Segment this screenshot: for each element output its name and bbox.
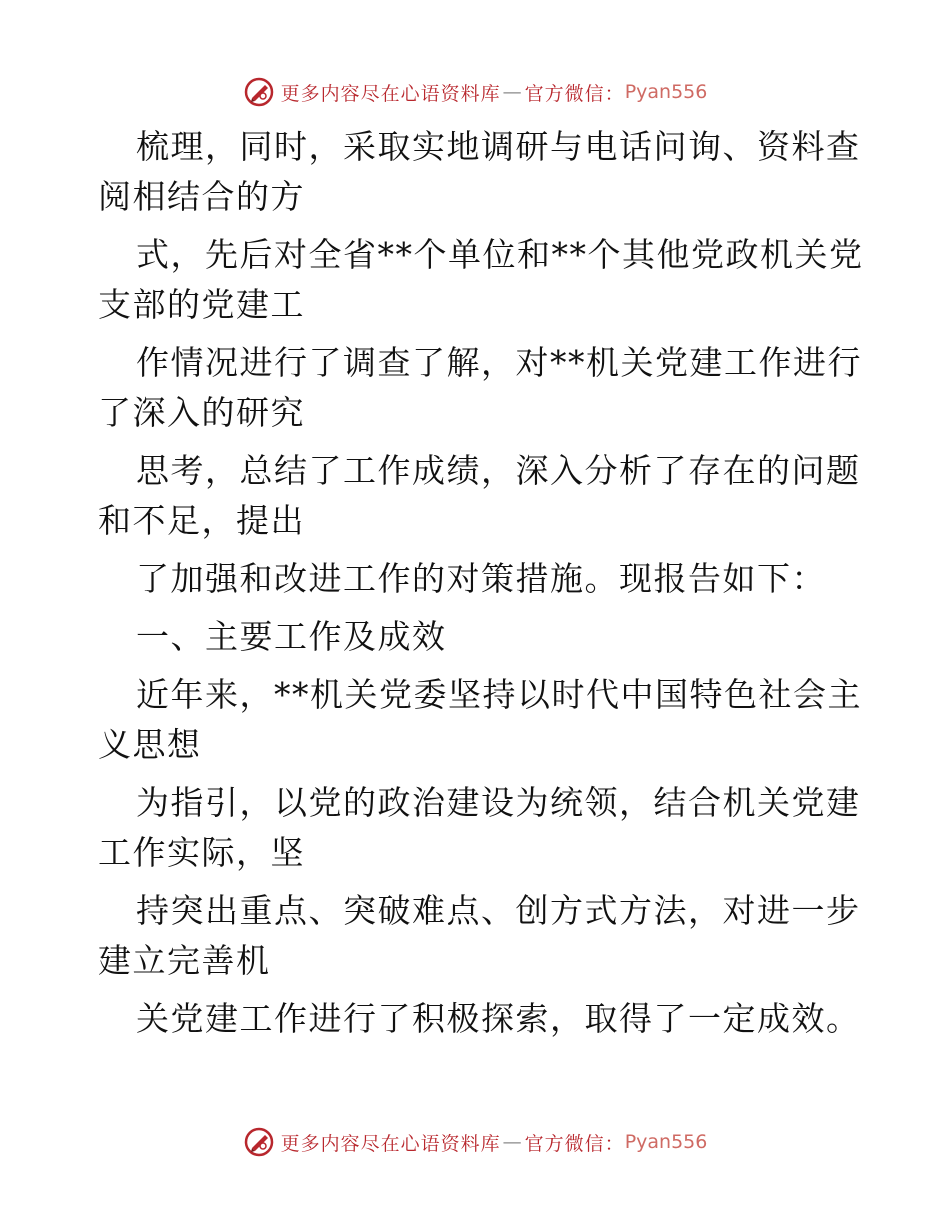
watermark-site: 更多内容尽在心语资料库 (280, 82, 501, 105)
paragraph (98, 886, 861, 986)
text-line: 近年来，**机关党委坚持以时代中国特色社会主 (136, 675, 862, 714)
footer-watermark (0, 1124, 950, 1160)
paragraph (98, 446, 861, 546)
section-heading (98, 612, 858, 662)
text-line: 作情况进行了调查了解，对**机关党建工作进行 (136, 343, 862, 382)
text-line: 阅相结合的方 (98, 177, 305, 216)
text-line: 义思想 (98, 725, 202, 764)
paragraph (98, 778, 861, 878)
text-line: 了加强和改进工作的对策措施。现报告如下： (136, 559, 826, 598)
document-body (98, 122, 864, 1044)
paragraph (98, 122, 861, 222)
watermark-site: 更多内容尽在心语资料库 (280, 1132, 501, 1155)
brand-logo-icon (243, 76, 275, 108)
text-line: 支部的党建工 (98, 285, 305, 324)
text-line: 为指引，以党的政治建设为统领，结合机关党建 (136, 783, 861, 822)
watermark-handle: Pyan556 (624, 1131, 708, 1153)
header-watermark (0, 74, 950, 110)
watermark-label: 官方微信： (524, 1132, 625, 1155)
text-line: 和不足，提出 (98, 501, 305, 540)
text-line: 了深入的研究 (98, 393, 305, 432)
text-line: 建立完善机 (98, 941, 271, 980)
text-line: 思考，总结了工作成绩，深入分析了存在的问题 (136, 451, 861, 490)
watermark-handle: Pyan556 (624, 81, 708, 103)
watermark-separator: — (502, 81, 523, 103)
paragraph (98, 554, 858, 604)
paragraph (98, 230, 864, 330)
text-line: 式，先后对全省**个单位和**个其他党政机关党 (136, 235, 864, 274)
text-line: 工作实际，坚 (98, 833, 305, 872)
heading-text: 一、主要工作及成效 (136, 617, 447, 656)
text-line: 关党建工作进行了积极探索，取得了一定成效。 (136, 999, 861, 1038)
text-line: 持突出重点、突破难点、创方式方法，对进一步 (136, 891, 861, 930)
paragraph (98, 338, 862, 438)
paragraph (98, 994, 861, 1044)
watermark-label: 官方微信： (524, 82, 625, 105)
paragraph (98, 670, 862, 770)
watermark-separator: — (502, 1131, 523, 1153)
brand-logo-icon (243, 1126, 275, 1158)
text-line: 梳理，同时，采取实地调研与电话问询、资料查 (136, 127, 861, 166)
